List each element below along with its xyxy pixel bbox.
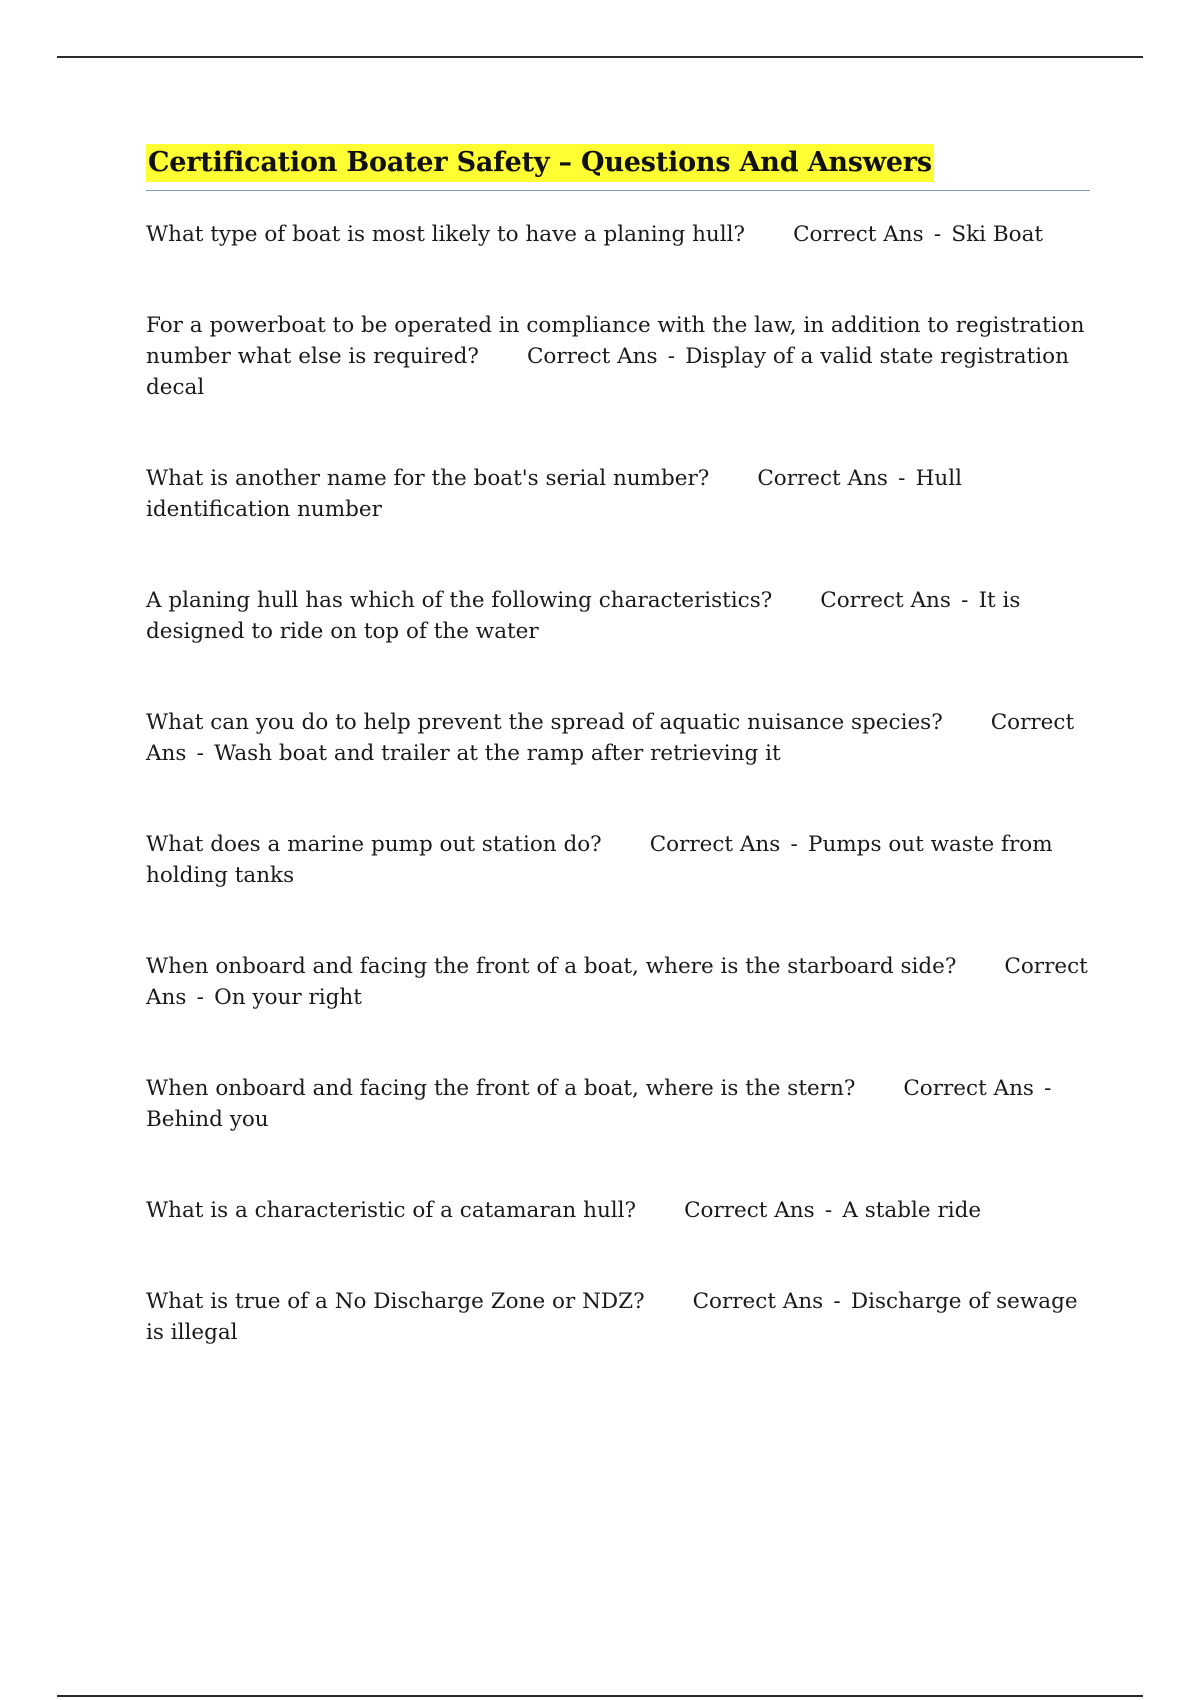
answer-label: Correct Ans	[757, 466, 888, 491]
qa-list	[146, 219, 1090, 1348]
question-text: What does a marine pump out station do?	[146, 832, 602, 857]
answer-text: Wash boat and trailer at the ramp after retrieving it	[214, 741, 781, 766]
answer-separator: -	[196, 985, 204, 1010]
qa-item	[146, 829, 1090, 891]
qa-item	[146, 585, 1090, 647]
answer-label: Correct Ans	[649, 832, 781, 857]
answer-label: Correct Ans	[903, 1076, 1034, 1101]
question-text: What is a characteristic of a catamaran hull?	[146, 1198, 637, 1223]
qa-item	[146, 1195, 1090, 1226]
answer-text: Ski Boat	[951, 222, 1044, 247]
answer-separator: -	[898, 466, 906, 491]
question-text: What type of boat is most likely to have a planing hull?	[146, 222, 746, 247]
answer-separator: -	[196, 741, 204, 766]
bottom-rule	[57, 1695, 1143, 1697]
question-text: When onboard and facing the front of a boat, where is the stern?	[146, 1076, 856, 1101]
qa-item	[146, 1073, 1090, 1135]
document-title: Certification Boater Safety – Questions And Answers	[146, 144, 934, 182]
answer-separator: -	[790, 832, 798, 857]
question-text: What is another name for the boat's serial number?	[146, 466, 710, 491]
answer-label: Correct Ans	[793, 222, 924, 247]
top-rule	[57, 56, 1143, 58]
question-text: For a powerboat to be operated in compliance with the law, in addition to registration number what else is required?	[146, 313, 1085, 369]
answer-separator: -	[1044, 1076, 1052, 1101]
answer-text: On your right	[214, 985, 362, 1010]
title-block	[146, 144, 1090, 191]
answer-label: Correct Ans	[146, 954, 1088, 1010]
answer-text: Hull identification number	[146, 466, 962, 522]
answer-separator: -	[824, 1198, 833, 1223]
answer-label: Correct Ans	[692, 1289, 824, 1314]
question-text: What is true of a No Discharge Zone or NDZ?	[146, 1289, 645, 1314]
qa-item	[146, 310, 1090, 403]
answer-label: Correct Ans	[526, 344, 658, 369]
answer-text: Discharge of sewage is illegal	[146, 1289, 1078, 1345]
answer-label: Correct Ans	[820, 588, 951, 613]
qa-item	[146, 707, 1090, 769]
answer-label: Correct Ans	[146, 710, 1075, 766]
question-text: When onboard and facing the front of a boat, where is the starboard side?	[146, 954, 957, 979]
answer-separator: -	[933, 222, 942, 247]
answer-separator: -	[833, 1289, 841, 1314]
question-text: What can you do to help prevent the spread of aquatic nuisance species?	[146, 710, 943, 735]
answer-separator: -	[667, 344, 676, 369]
answer-label: Correct Ans	[684, 1198, 815, 1223]
answer-text: Display of a valid state registration decal	[146, 344, 1069, 400]
answer-text: Pumps out waste from holding tanks	[146, 832, 1053, 888]
document-body	[146, 144, 1090, 1408]
answer-separator: -	[961, 588, 969, 613]
answer-text: It is designed to ride on top of the water	[146, 588, 1021, 644]
qa-item	[146, 1286, 1090, 1348]
qa-item	[146, 463, 1090, 525]
qa-item	[146, 219, 1090, 250]
qa-item	[146, 951, 1090, 1013]
answer-text: A stable ride	[842, 1198, 982, 1223]
answer-text: Behind you	[146, 1107, 269, 1132]
question-text: A planing hull has which of the following characteristics?	[146, 588, 773, 613]
